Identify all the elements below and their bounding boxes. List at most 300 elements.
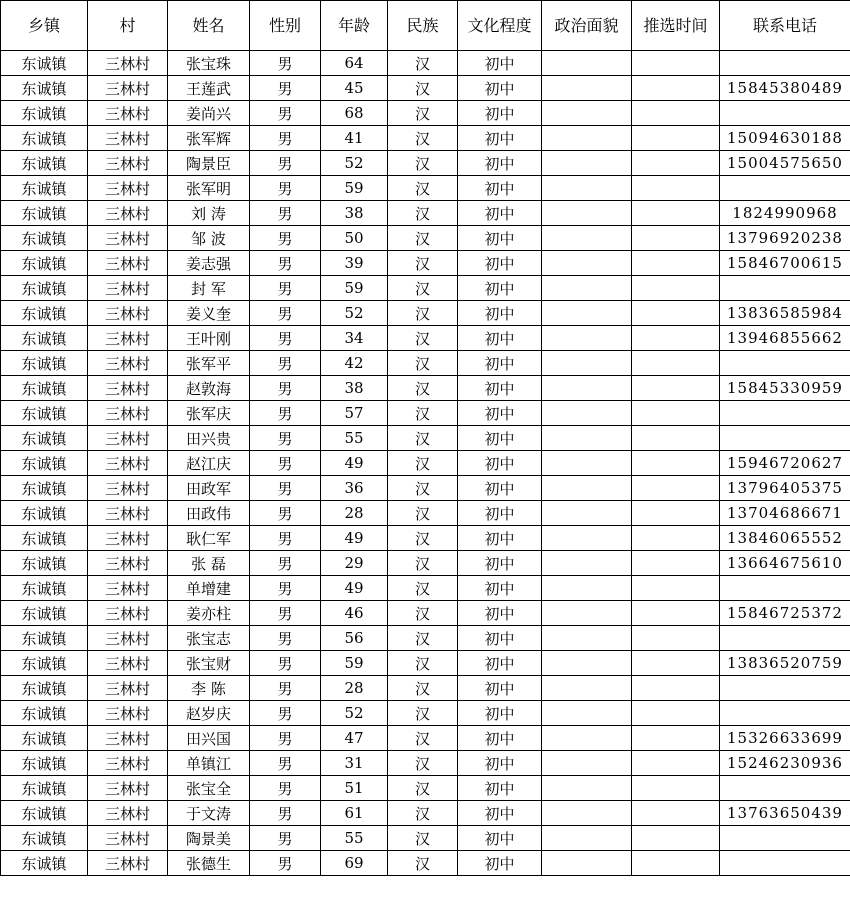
cell-election-time — [632, 326, 720, 351]
cell-phone — [720, 851, 850, 876]
cell-name: 田兴国 — [168, 726, 250, 751]
cell-gender: 男 — [250, 151, 321, 176]
cell-name: 张宝珠 — [168, 51, 250, 76]
cell-ethnicity: 汉 — [388, 851, 458, 876]
cell-election-time — [632, 801, 720, 826]
cell-age: 28 — [321, 676, 388, 701]
cell-ethnicity: 汉 — [388, 151, 458, 176]
cell-name: 张宝财 — [168, 651, 250, 676]
cell-name: 张军平 — [168, 351, 250, 376]
cell-gender: 男 — [250, 526, 321, 551]
cell-ethnicity: 汉 — [388, 676, 458, 701]
cell-phone: 15094630188 — [720, 126, 850, 151]
cell-name: 赵岁庆 — [168, 701, 250, 726]
cell-education: 初中 — [458, 326, 542, 351]
cell-gender: 男 — [250, 301, 321, 326]
cell-name: 田政军 — [168, 476, 250, 501]
cell-village: 三林村 — [88, 151, 168, 176]
cell-village: 三林村 — [88, 551, 168, 576]
cell-education: 初中 — [458, 201, 542, 226]
cell-gender: 男 — [250, 701, 321, 726]
cell-age: 52 — [321, 301, 388, 326]
cell-phone — [720, 351, 850, 376]
cell-township: 东诚镇 — [1, 251, 88, 276]
cell-political-status — [542, 251, 632, 276]
table-body — [1, 51, 850, 876]
cell-age: 55 — [321, 426, 388, 451]
cell-gender: 男 — [250, 326, 321, 351]
cell-ethnicity: 汉 — [388, 801, 458, 826]
cell-phone — [720, 676, 850, 701]
cell-education: 初中 — [458, 726, 542, 751]
cell-ethnicity: 汉 — [388, 526, 458, 551]
cell-phone — [720, 276, 850, 301]
cell-ethnicity: 汉 — [388, 826, 458, 851]
cell-ethnicity: 汉 — [388, 501, 458, 526]
cell-phone: 15946720627 — [720, 451, 850, 476]
cell-education: 初中 — [458, 526, 542, 551]
cell-gender: 男 — [250, 101, 321, 126]
cell-ethnicity: 汉 — [388, 351, 458, 376]
cell-age: 52 — [321, 151, 388, 176]
cell-education: 初中 — [458, 601, 542, 626]
cell-ethnicity: 汉 — [388, 276, 458, 301]
cell-phone — [720, 401, 850, 426]
cell-political-status — [542, 76, 632, 101]
cell-election-time — [632, 826, 720, 851]
cell-name: 单增建 — [168, 576, 250, 601]
cell-political-status — [542, 551, 632, 576]
cell-ethnicity: 汉 — [388, 701, 458, 726]
cell-gender: 男 — [250, 201, 321, 226]
cell-township: 东诚镇 — [1, 401, 88, 426]
cell-education: 初中 — [458, 101, 542, 126]
cell-name: 姜志强 — [168, 251, 250, 276]
cell-ethnicity: 汉 — [388, 576, 458, 601]
cell-phone: 15846700615 — [720, 251, 850, 276]
cell-age: 50 — [321, 226, 388, 251]
cell-education: 初中 — [458, 151, 542, 176]
cell-village: 三林村 — [88, 226, 168, 251]
header-gender: 性别 — [250, 1, 321, 51]
cell-phone: 13846065552 — [720, 526, 850, 551]
cell-gender: 男 — [250, 351, 321, 376]
cell-township: 东诚镇 — [1, 51, 88, 76]
cell-name: 张 磊 — [168, 551, 250, 576]
cell-name: 姜亦柱 — [168, 601, 250, 626]
cell-age: 56 — [321, 626, 388, 651]
cell-election-time — [632, 476, 720, 501]
cell-township: 东诚镇 — [1, 601, 88, 626]
cell-election-time — [632, 501, 720, 526]
cell-name: 田政伟 — [168, 501, 250, 526]
cell-township: 东诚镇 — [1, 351, 88, 376]
cell-township: 东诚镇 — [1, 176, 88, 201]
cell-ethnicity: 汉 — [388, 76, 458, 101]
cell-political-status — [542, 351, 632, 376]
cell-ethnicity: 汉 — [388, 301, 458, 326]
cell-name: 张宝全 — [168, 776, 250, 801]
cell-election-time — [632, 76, 720, 101]
cell-election-time — [632, 151, 720, 176]
cell-age: 38 — [321, 376, 388, 401]
cell-name: 刘 涛 — [168, 201, 250, 226]
header-political-status: 政治面貌 — [542, 1, 632, 51]
cell-age: 59 — [321, 651, 388, 676]
table-row — [1, 151, 850, 176]
cell-ethnicity: 汉 — [388, 651, 458, 676]
table-row — [1, 701, 850, 726]
cell-township: 东诚镇 — [1, 376, 88, 401]
cell-political-status — [542, 701, 632, 726]
cell-election-time — [632, 101, 720, 126]
cell-gender: 男 — [250, 276, 321, 301]
table-row — [1, 726, 850, 751]
cell-township: 东诚镇 — [1, 501, 88, 526]
cell-ethnicity: 汉 — [388, 51, 458, 76]
table-row — [1, 226, 850, 251]
cell-phone: 13763650439 — [720, 801, 850, 826]
cell-ethnicity: 汉 — [388, 751, 458, 776]
cell-village: 三林村 — [88, 476, 168, 501]
cell-education: 初中 — [458, 851, 542, 876]
cell-ethnicity: 汉 — [388, 601, 458, 626]
cell-age: 51 — [321, 776, 388, 801]
cell-township: 东诚镇 — [1, 76, 88, 101]
header-township: 乡镇 — [1, 1, 88, 51]
cell-village: 三林村 — [88, 601, 168, 626]
cell-election-time — [632, 676, 720, 701]
cell-election-time — [632, 226, 720, 251]
cell-name: 封 军 — [168, 276, 250, 301]
cell-political-status — [542, 676, 632, 701]
cell-township: 东诚镇 — [1, 676, 88, 701]
cell-township: 东诚镇 — [1, 101, 88, 126]
cell-election-time — [632, 751, 720, 776]
cell-age: 59 — [321, 176, 388, 201]
table-row — [1, 101, 850, 126]
cell-phone: 13704686671 — [720, 501, 850, 526]
cell-election-time — [632, 401, 720, 426]
cell-age: 34 — [321, 326, 388, 351]
cell-township: 东诚镇 — [1, 326, 88, 351]
cell-phone: 15845330959 — [720, 376, 850, 401]
cell-gender: 男 — [250, 226, 321, 251]
cell-township: 东诚镇 — [1, 776, 88, 801]
header-row — [1, 1, 850, 51]
cell-political-status — [542, 776, 632, 801]
cell-age: 36 — [321, 476, 388, 501]
cell-gender: 男 — [250, 126, 321, 151]
cell-education: 初中 — [458, 401, 542, 426]
cell-gender: 男 — [250, 476, 321, 501]
cell-ethnicity: 汉 — [388, 176, 458, 201]
cell-gender: 男 — [250, 851, 321, 876]
cell-name: 田兴贵 — [168, 426, 250, 451]
cell-gender: 男 — [250, 401, 321, 426]
header-ethnicity: 民族 — [388, 1, 458, 51]
cell-name: 张德生 — [168, 851, 250, 876]
cell-ethnicity: 汉 — [388, 201, 458, 226]
cell-education: 初中 — [458, 626, 542, 651]
cell-gender: 男 — [250, 626, 321, 651]
cell-village: 三林村 — [88, 351, 168, 376]
table-row — [1, 176, 850, 201]
table-row — [1, 301, 850, 326]
cell-name: 耿仁军 — [168, 526, 250, 551]
cell-phone: 13796920238 — [720, 226, 850, 251]
cell-education: 初中 — [458, 376, 542, 401]
cell-gender: 男 — [250, 51, 321, 76]
cell-political-status — [542, 626, 632, 651]
cell-village: 三林村 — [88, 826, 168, 851]
cell-township: 东诚镇 — [1, 276, 88, 301]
table-row — [1, 851, 850, 876]
cell-political-status — [542, 501, 632, 526]
cell-election-time — [632, 251, 720, 276]
cell-gender: 男 — [250, 501, 321, 526]
cell-age: 49 — [321, 451, 388, 476]
cell-village: 三林村 — [88, 726, 168, 751]
cell-political-status — [542, 826, 632, 851]
table-row — [1, 426, 850, 451]
cell-political-status — [542, 151, 632, 176]
cell-township: 东诚镇 — [1, 451, 88, 476]
cell-age: 47 — [321, 726, 388, 751]
cell-political-status — [542, 101, 632, 126]
cell-ethnicity: 汉 — [388, 551, 458, 576]
cell-education: 初中 — [458, 826, 542, 851]
cell-village: 三林村 — [88, 251, 168, 276]
cell-township: 东诚镇 — [1, 126, 88, 151]
cell-township: 东诚镇 — [1, 801, 88, 826]
cell-gender: 男 — [250, 426, 321, 451]
cell-village: 三林村 — [88, 701, 168, 726]
cell-election-time — [632, 551, 720, 576]
cell-gender: 男 — [250, 76, 321, 101]
cell-education: 初中 — [458, 676, 542, 701]
cell-village: 三林村 — [88, 451, 168, 476]
cell-village: 三林村 — [88, 851, 168, 876]
cell-phone: 13946855662 — [720, 326, 850, 351]
cell-political-status — [542, 401, 632, 426]
cell-political-status — [542, 326, 632, 351]
cell-ethnicity: 汉 — [388, 476, 458, 501]
cell-township: 东诚镇 — [1, 301, 88, 326]
cell-age: 31 — [321, 751, 388, 776]
cell-age: 38 — [321, 201, 388, 226]
cell-village: 三林村 — [88, 651, 168, 676]
cell-election-time — [632, 426, 720, 451]
cell-education: 初中 — [458, 351, 542, 376]
cell-village: 三林村 — [88, 76, 168, 101]
cell-gender: 男 — [250, 676, 321, 701]
cell-election-time — [632, 601, 720, 626]
table-row — [1, 401, 850, 426]
cell-village: 三林村 — [88, 326, 168, 351]
cell-education: 初中 — [458, 701, 542, 726]
table-row — [1, 326, 850, 351]
header-name: 姓名 — [168, 1, 250, 51]
cell-phone — [720, 576, 850, 601]
cell-village: 三林村 — [88, 401, 168, 426]
cell-phone: 1824990968 — [720, 201, 850, 226]
cell-ethnicity: 汉 — [388, 326, 458, 351]
cell-name: 张军明 — [168, 176, 250, 201]
cell-gender: 男 — [250, 451, 321, 476]
cell-village: 三林村 — [88, 101, 168, 126]
cell-phone — [720, 176, 850, 201]
cell-village: 三林村 — [88, 751, 168, 776]
cell-election-time — [632, 651, 720, 676]
table-row — [1, 676, 850, 701]
table-row — [1, 76, 850, 101]
cell-name: 张军辉 — [168, 126, 250, 151]
cell-election-time — [632, 51, 720, 76]
cell-gender: 男 — [250, 726, 321, 751]
cell-election-time — [632, 351, 720, 376]
cell-village: 三林村 — [88, 126, 168, 151]
cell-phone — [720, 826, 850, 851]
cell-township: 东诚镇 — [1, 626, 88, 651]
cell-election-time — [632, 851, 720, 876]
cell-political-status — [542, 526, 632, 551]
cell-gender: 男 — [250, 251, 321, 276]
cell-name: 张宝志 — [168, 626, 250, 651]
cell-name: 王莲武 — [168, 76, 250, 101]
cell-education: 初中 — [458, 501, 542, 526]
cell-village: 三林村 — [88, 626, 168, 651]
cell-phone — [720, 51, 850, 76]
table-row — [1, 476, 850, 501]
cell-ethnicity: 汉 — [388, 401, 458, 426]
cell-gender: 男 — [250, 751, 321, 776]
cell-age: 41 — [321, 126, 388, 151]
cell-education: 初中 — [458, 576, 542, 601]
cell-village: 三林村 — [88, 526, 168, 551]
cell-election-time — [632, 626, 720, 651]
cell-election-time — [632, 276, 720, 301]
cell-township: 东诚镇 — [1, 476, 88, 501]
cell-age: 45 — [321, 76, 388, 101]
cell-phone: 13796405375 — [720, 476, 850, 501]
table-row — [1, 826, 850, 851]
cell-name: 于文涛 — [168, 801, 250, 826]
cell-phone: 13836585984 — [720, 301, 850, 326]
cell-village: 三林村 — [88, 776, 168, 801]
cell-education: 初中 — [458, 226, 542, 251]
cell-name: 赵江庆 — [168, 451, 250, 476]
cell-political-status — [542, 851, 632, 876]
cell-age: 42 — [321, 351, 388, 376]
cell-phone: 13836520759 — [720, 651, 850, 676]
cell-age: 39 — [321, 251, 388, 276]
cell-political-status — [542, 276, 632, 301]
table-row — [1, 776, 850, 801]
cell-phone — [720, 626, 850, 651]
cell-age: 28 — [321, 501, 388, 526]
cell-ethnicity: 汉 — [388, 101, 458, 126]
cell-political-status — [542, 476, 632, 501]
cell-ethnicity: 汉 — [388, 376, 458, 401]
cell-name: 赵敦海 — [168, 376, 250, 401]
cell-election-time — [632, 201, 720, 226]
cell-political-status — [542, 51, 632, 76]
cell-political-status — [542, 301, 632, 326]
table-row — [1, 601, 850, 626]
table-row — [1, 501, 850, 526]
cell-education: 初中 — [458, 301, 542, 326]
cell-age: 64 — [321, 51, 388, 76]
cell-gender: 男 — [250, 601, 321, 626]
cell-phone: 15246230936 — [720, 751, 850, 776]
cell-village: 三林村 — [88, 301, 168, 326]
cell-village: 三林村 — [88, 201, 168, 226]
table-row — [1, 801, 850, 826]
cell-education: 初中 — [458, 776, 542, 801]
cell-education: 初中 — [458, 651, 542, 676]
cell-name: 陶景美 — [168, 826, 250, 851]
cell-phone: 15326633699 — [720, 726, 850, 751]
cell-election-time — [632, 776, 720, 801]
cell-gender: 男 — [250, 176, 321, 201]
cell-political-status — [542, 451, 632, 476]
cell-education: 初中 — [458, 476, 542, 501]
cell-gender: 男 — [250, 376, 321, 401]
cell-election-time — [632, 726, 720, 751]
header-village: 村 — [88, 1, 168, 51]
cell-education: 初中 — [458, 451, 542, 476]
cell-age: 46 — [321, 601, 388, 626]
cell-township: 东诚镇 — [1, 226, 88, 251]
cell-gender: 男 — [250, 576, 321, 601]
cell-political-status — [542, 576, 632, 601]
table-row — [1, 651, 850, 676]
cell-ethnicity: 汉 — [388, 226, 458, 251]
cell-political-status — [542, 126, 632, 151]
table-row — [1, 551, 850, 576]
cell-age: 68 — [321, 101, 388, 126]
table-row — [1, 51, 850, 76]
cell-political-status — [542, 601, 632, 626]
cell-gender: 男 — [250, 826, 321, 851]
table-row — [1, 451, 850, 476]
cell-age: 52 — [321, 701, 388, 726]
header-education: 文化程度 — [458, 1, 542, 51]
table-row — [1, 626, 850, 651]
cell-gender: 男 — [250, 776, 321, 801]
cell-age: 57 — [321, 401, 388, 426]
table-row — [1, 751, 850, 776]
cell-township: 东诚镇 — [1, 201, 88, 226]
cell-ethnicity: 汉 — [388, 451, 458, 476]
cell-phone: 15846725372 — [720, 601, 850, 626]
cell-age: 69 — [321, 851, 388, 876]
cell-election-time — [632, 701, 720, 726]
cell-township: 东诚镇 — [1, 726, 88, 751]
table-row — [1, 526, 850, 551]
cell-village: 三林村 — [88, 51, 168, 76]
cell-education: 初中 — [458, 126, 542, 151]
cell-village: 三林村 — [88, 801, 168, 826]
table-row — [1, 576, 850, 601]
cell-ethnicity: 汉 — [388, 251, 458, 276]
cell-ethnicity: 汉 — [388, 776, 458, 801]
cell-ethnicity: 汉 — [388, 626, 458, 651]
cell-age: 49 — [321, 526, 388, 551]
cell-education: 初中 — [458, 551, 542, 576]
cell-education: 初中 — [458, 751, 542, 776]
